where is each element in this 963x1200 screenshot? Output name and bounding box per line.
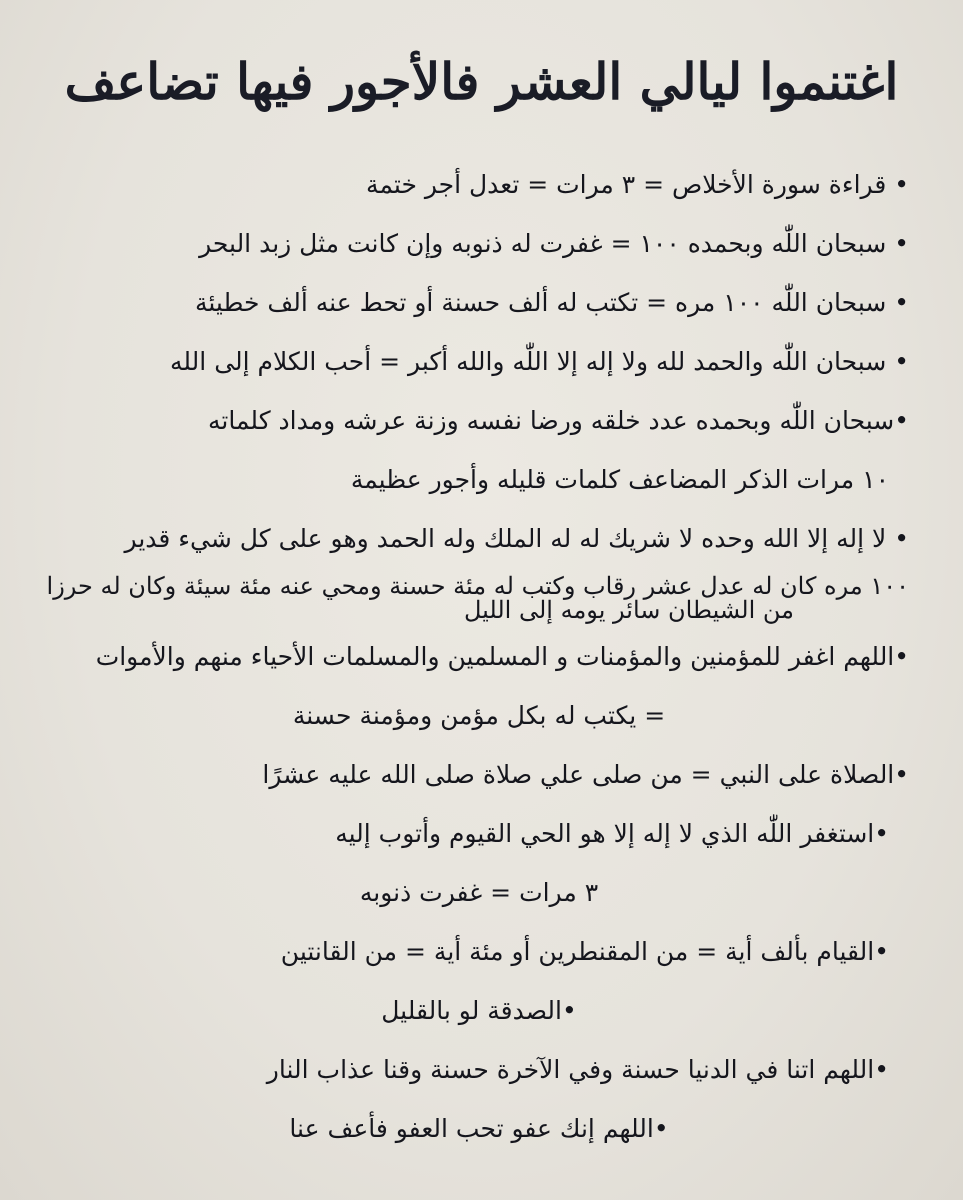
list-item: • لا إله إلا الله وحده لا شريك له له الملك وله الحمد وهو على كل شيء قدير [124,524,909,553]
list-item: • سبحان اللّٰه والحمد لله ولا إله إلا اللّٰه والله أكبر = أحب الكلام إلى الله [170,347,909,376]
list-item: •الصدقة لو بالقليل [381,996,577,1025]
list-item: ١٠ مرات الذكر المضاعف كلمات قليله وأجور عظيمة [350,465,889,494]
dhikr-list [46,155,909,1158]
page-title: اغتنموا ليالي العشر فالأجور فيها تضاعف [64,52,899,111]
list-item: •سبحان اللّٰه وبحمده عدد خلقه ورضا نفسه وزنة عرشه ومداد كلماته [207,406,909,435]
list-item: • سبحان اللّٰه وبحمده ١٠٠ = غفرت له ذنوبه وإن كانت مثل زبد البحر [199,229,909,258]
list-item-line: ١٠٠ مره كان له عدل عشر رقاب وكتب له مئة حسنة ومحي عنه مئة سيئة وكان له حرزا [46,572,909,600]
list-item [46,568,909,627]
list-item: •الصلاة على النبي = من صلى علي صلاة صلى الله عليه عشرًا [262,760,909,789]
list-item: = يكتب له بكل مؤمن ومؤمنة حسنة [292,701,666,730]
list-item: ٣ مرات = غفرت ذنوبه [359,878,599,907]
list-item: •اللهم إنك عفو تحب العفو فأعف عنا [289,1114,669,1143]
list-item: •القيام بألف أية = من المقنطرين أو مئة أية = من القانتين [280,937,889,966]
list-item: •اللهم اتنا في الدنيا حسنة وفي الآخرة حسنة وقنا عذاب النار [266,1055,889,1084]
list-item: • سبحان اللّٰه ١٠٠ مره = تكتب له ألف حسنة أو تحط عنه ألف خطيئة [194,288,909,317]
list-item: •اللهم اغفر للمؤمنين والمؤمنات و المسلمين والمسلمات الأحياء منهم والأموات [95,642,909,671]
list-item-line: من الشيطان سائر يومه إلى الليل [464,596,794,624]
list-item: • قراءة سورة الأخلاص = ٣ مرات = تعدل أجر ختمة [366,170,909,199]
list-item: •استغفر اللّٰه الذي لا إله إلا هو الحي القيوم وأتوب إليه [335,819,889,848]
